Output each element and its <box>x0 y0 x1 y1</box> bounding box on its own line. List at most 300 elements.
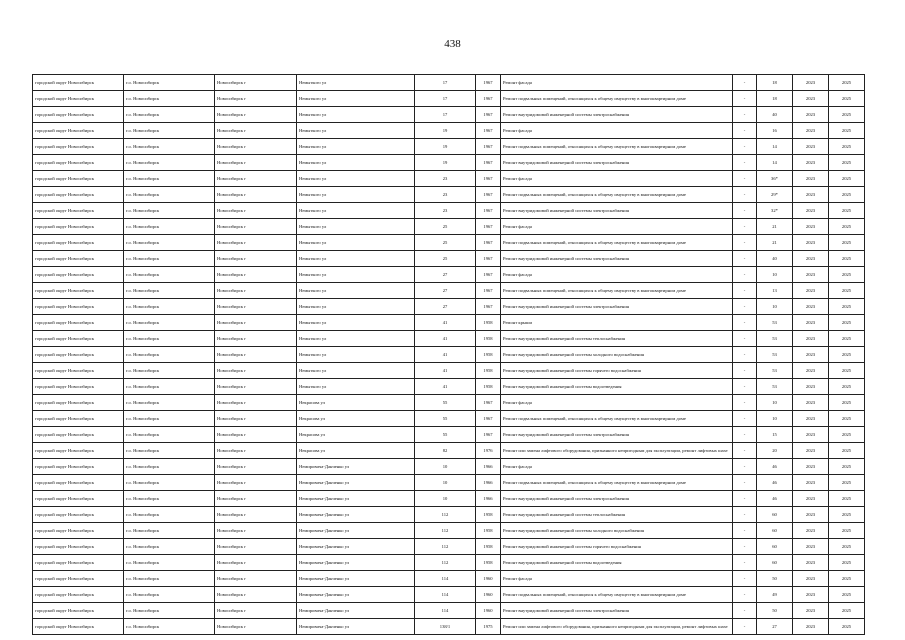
street-cell: Немыткого ул <box>297 235 415 251</box>
locality-cell: Новосибирск г <box>215 123 297 139</box>
municipality-cell: городской округ Новосибирск <box>33 219 124 235</box>
start-year-cell: 2023 <box>793 123 829 139</box>
work-type-cell: Ремонт внутридомовой инженерной системы электроснабжения <box>501 299 733 315</box>
amount-cell: 36* <box>757 171 793 187</box>
municipality-cell: городской округ Новосибирск <box>33 459 124 475</box>
work-type-cell: Ремонт фасада <box>501 571 733 587</box>
start-year-cell: 2023 <box>793 219 829 235</box>
street-cell: Немыткого ул <box>297 331 415 347</box>
street-cell: Немировича-Данченко ул <box>297 539 415 555</box>
amount-cell: 32* <box>757 203 793 219</box>
street-cell: Немыткого ул <box>297 299 415 315</box>
locality-cell: Новосибирск г <box>215 587 297 603</box>
dash-cell: - <box>733 459 757 475</box>
build-year-cell: 1967 <box>476 123 501 139</box>
dash-cell: - <box>733 443 757 459</box>
build-year-cell: 1960 <box>476 571 501 587</box>
municipality-cell: городской округ Новосибирск <box>33 203 124 219</box>
start-year-cell: 2023 <box>793 187 829 203</box>
house-number-cell: 19 <box>415 123 476 139</box>
amount-cell: 10 <box>757 267 793 283</box>
table-row <box>33 331 865 347</box>
house-number-cell: 17 <box>415 107 476 123</box>
table-row <box>33 187 865 203</box>
city-district-cell: г.о. Новосибирск <box>124 507 215 523</box>
work-type-cell: Ремонт подвальных помещений, относящихся к общему имуществу в многоквартирном доме <box>501 283 733 299</box>
dash-cell: - <box>733 619 757 635</box>
locality-cell: Новосибирск г <box>215 555 297 571</box>
city-district-cell: г.о. Новосибирск <box>124 171 215 187</box>
page-number: 438 <box>444 38 461 50</box>
street-cell: Немировича-Данченко ул <box>297 475 415 491</box>
start-year-cell: 2023 <box>793 491 829 507</box>
end-year-cell: 2025 <box>829 315 865 331</box>
work-type-cell: Ремонт внутридомовой инженерной системы электроснабжения <box>501 107 733 123</box>
work-type-cell: Ремонт внутридомовой инженерной системы горячего водоснабжения <box>501 539 733 555</box>
street-cell: Немировича-Данченко ул <box>297 507 415 523</box>
street-cell: Немировича-Данченко ул <box>297 491 415 507</box>
house-number-cell: 55 <box>415 395 476 411</box>
city-district-cell: г.о. Новосибирск <box>124 475 215 491</box>
locality-cell: Новосибирск г <box>215 171 297 187</box>
locality-cell: Новосибирск г <box>215 75 297 91</box>
house-number-cell: 55 <box>415 411 476 427</box>
table-row <box>33 107 865 123</box>
city-district-cell: г.о. Новосибирск <box>124 523 215 539</box>
build-year-cell: 1958 <box>476 315 501 331</box>
house-number-cell: 41 <box>415 379 476 395</box>
city-district-cell: г.о. Новосибирск <box>124 379 215 395</box>
dash-cell: - <box>733 475 757 491</box>
municipality-cell: городской округ Новосибирск <box>33 427 124 443</box>
dash-cell: - <box>733 363 757 379</box>
street-cell: Немыткого ул <box>297 187 415 203</box>
amount-cell: 20 <box>757 443 793 459</box>
locality-cell: Новосибирск г <box>215 363 297 379</box>
municipality-cell: городской округ Новосибирск <box>33 619 124 635</box>
dash-cell: - <box>733 539 757 555</box>
house-number-cell: 25 <box>415 235 476 251</box>
work-type-cell: Ремонт подвальных помещений, относящихся к общему имуществу в многоквартирном доме <box>501 411 733 427</box>
table-row <box>33 219 865 235</box>
table-row <box>33 603 865 619</box>
table-body <box>33 75 865 635</box>
table-row <box>33 555 865 571</box>
municipality-cell: городской округ Новосибирск <box>33 603 124 619</box>
dash-cell: - <box>733 395 757 411</box>
municipality-cell: городской округ Новосибирск <box>33 587 124 603</box>
street-cell: Немыткого ул <box>297 107 415 123</box>
table-row <box>33 91 865 107</box>
amount-cell: 53 <box>757 379 793 395</box>
end-year-cell: 2025 <box>829 219 865 235</box>
start-year-cell: 2023 <box>793 619 829 635</box>
work-type-cell: Ремонт внутридомовой инженерной системы холодного водоснабжения <box>501 347 733 363</box>
amount-cell: 40 <box>757 107 793 123</box>
street-cell: Немировича-Данченко ул <box>297 555 415 571</box>
work-type-cell: Ремонт фасада <box>501 219 733 235</box>
municipality-cell: городской округ Новосибирск <box>33 315 124 331</box>
dash-cell: - <box>733 91 757 107</box>
street-cell: Немыткого ул <box>297 155 415 171</box>
municipality-cell: городской округ Новосибирск <box>33 251 124 267</box>
locality-cell: Новосибирск г <box>215 251 297 267</box>
locality-cell: Новосибирск г <box>215 155 297 171</box>
house-number-cell: 25 <box>415 219 476 235</box>
work-type-cell: Ремонт внутридомовой инженерной системы водоотведения <box>501 555 733 571</box>
table-row <box>33 155 865 171</box>
build-year-cell: 1967 <box>476 91 501 107</box>
amount-cell: 16 <box>757 123 793 139</box>
dash-cell: - <box>733 555 757 571</box>
city-district-cell: г.о. Новосибирск <box>124 283 215 299</box>
work-type-cell: Ремонт подвальных помещений, относящихся к общему имуществу в многоквартирном доме <box>501 187 733 203</box>
amount-cell: 46 <box>757 475 793 491</box>
table-row <box>33 427 865 443</box>
street-cell: Некрасова ул <box>297 427 415 443</box>
start-year-cell: 2023 <box>793 155 829 171</box>
work-type-cell: Ремонт подвальных помещений, относящихся к общему имуществу в многоквартирном доме <box>501 475 733 491</box>
city-district-cell: г.о. Новосибирск <box>124 299 215 315</box>
build-year-cell: 1958 <box>476 507 501 523</box>
house-number-cell: 23 <box>415 187 476 203</box>
table-row <box>33 139 865 155</box>
street-cell: Немыткого ул <box>297 171 415 187</box>
street-cell: Немировича-Данченко ул <box>297 571 415 587</box>
table-row <box>33 235 865 251</box>
build-year-cell: 1958 <box>476 555 501 571</box>
locality-cell: Новосибирск г <box>215 443 297 459</box>
locality-cell: Новосибирск г <box>215 539 297 555</box>
amount-cell: 60 <box>757 555 793 571</box>
dash-cell: - <box>733 347 757 363</box>
start-year-cell: 2023 <box>793 459 829 475</box>
work-type-cell: Ремонт подвальных помещений, относящихся к общему имуществу в многоквартирном доме <box>501 91 733 107</box>
house-number-cell: 82 <box>415 443 476 459</box>
municipality-cell: городской округ Новосибирск <box>33 395 124 411</box>
city-district-cell: г.о. Новосибирск <box>124 491 215 507</box>
municipality-cell: городской округ Новосибирск <box>33 379 124 395</box>
build-year-cell: 1967 <box>476 427 501 443</box>
amount-cell: 46 <box>757 459 793 475</box>
municipality-cell: городской округ Новосибирск <box>33 155 124 171</box>
end-year-cell: 2025 <box>829 203 865 219</box>
house-number-cell: 112 <box>415 507 476 523</box>
work-type-cell: Ремонт фасада <box>501 75 733 91</box>
city-district-cell: г.о. Новосибирск <box>124 331 215 347</box>
table-row <box>33 75 865 91</box>
city-district-cell: г.о. Новосибирск <box>124 187 215 203</box>
work-type-cell: Ремонт внутридомовой инженерной системы электроснабжения <box>501 251 733 267</box>
amount-cell: 50 <box>757 571 793 587</box>
start-year-cell: 2023 <box>793 571 829 587</box>
amount-cell: 10 <box>757 395 793 411</box>
street-cell: Немыткого ул <box>297 219 415 235</box>
municipality-cell: городской округ Новосибирск <box>33 523 124 539</box>
house-number-cell: 17 <box>415 75 476 91</box>
city-district-cell: г.о. Новосибирск <box>124 203 215 219</box>
street-cell: Немыткого ул <box>297 315 415 331</box>
locality-cell: Новосибирск г <box>215 427 297 443</box>
city-district-cell: г.о. Новосибирск <box>124 251 215 267</box>
locality-cell: Новосибирск г <box>215 315 297 331</box>
build-year-cell: 1958 <box>476 379 501 395</box>
street-cell: Некрасова ул <box>297 443 415 459</box>
start-year-cell: 2023 <box>793 555 829 571</box>
end-year-cell: 2025 <box>829 395 865 411</box>
house-number-cell: 41 <box>415 347 476 363</box>
municipality-cell: городской округ Новосибирск <box>33 555 124 571</box>
dash-cell: - <box>733 107 757 123</box>
municipality-cell: городской округ Новосибирск <box>33 75 124 91</box>
build-year-cell: 1967 <box>476 171 501 187</box>
municipality-cell: городской округ Новосибирск <box>33 507 124 523</box>
locality-cell: Новосибирск г <box>215 603 297 619</box>
amount-cell: 10 <box>757 299 793 315</box>
city-district-cell: г.о. Новосибирск <box>124 411 215 427</box>
build-year-cell: 1976 <box>476 443 501 459</box>
locality-cell: Новосибирск г <box>215 491 297 507</box>
table-row <box>33 315 865 331</box>
house-number-cell: 41 <box>415 315 476 331</box>
start-year-cell: 2023 <box>793 587 829 603</box>
street-cell: Немыткого ул <box>297 75 415 91</box>
city-district-cell: г.о. Новосибирск <box>124 219 215 235</box>
locality-cell: Новосибирск г <box>215 299 297 315</box>
start-year-cell: 2023 <box>793 347 829 363</box>
start-year-cell: 2023 <box>793 507 829 523</box>
start-year-cell: 2023 <box>793 363 829 379</box>
house-number-cell: 19 <box>415 139 476 155</box>
work-type-cell: Ремонт внутридомовой инженерной системы электроснабжения <box>501 155 733 171</box>
house-number-cell: 114 <box>415 603 476 619</box>
build-year-cell: 1966 <box>476 459 501 475</box>
end-year-cell: 2025 <box>829 299 865 315</box>
city-district-cell: г.о. Новосибирск <box>124 427 215 443</box>
start-year-cell: 2023 <box>793 603 829 619</box>
work-type-cell: Ремонт фасада <box>501 395 733 411</box>
start-year-cell: 2023 <box>793 283 829 299</box>
dash-cell: - <box>733 283 757 299</box>
work-type-cell: Ремонт внутридомовой инженерной системы горячего водоснабжения <box>501 363 733 379</box>
amount-cell: 53 <box>757 315 793 331</box>
house-number-cell: 112 <box>415 523 476 539</box>
street-cell: Некрасова ул <box>297 395 415 411</box>
dash-cell: - <box>733 315 757 331</box>
municipality-cell: городской округ Новосибирск <box>33 235 124 251</box>
work-type-cell: Ремонт или замена лифтового оборудования, признанного непригодным для эксплуатации, ремонт лифтовых шахт <box>501 619 733 635</box>
end-year-cell: 2025 <box>829 107 865 123</box>
dash-cell: - <box>733 203 757 219</box>
house-number-cell: 25 <box>415 251 476 267</box>
end-year-cell: 2025 <box>829 347 865 363</box>
dash-cell: - <box>733 139 757 155</box>
amount-cell: 18 <box>757 75 793 91</box>
amount-cell: 18 <box>757 91 793 107</box>
amount-cell: 60 <box>757 539 793 555</box>
municipality-cell: городской округ Новосибирск <box>33 91 124 107</box>
work-type-cell: Ремонт внутридомовой инженерной системы водоотведения <box>501 379 733 395</box>
locality-cell: Новосибирск г <box>215 411 297 427</box>
locality-cell: Новосибирск г <box>215 475 297 491</box>
street-cell: Немировича-Данченко ул <box>297 603 415 619</box>
city-district-cell: г.о. Новосибирск <box>124 107 215 123</box>
end-year-cell: 2025 <box>829 603 865 619</box>
work-type-cell: Ремонт внутридомовой инженерной системы электроснабжения <box>501 491 733 507</box>
municipality-cell: городской округ Новосибирск <box>33 539 124 555</box>
start-year-cell: 2023 <box>793 315 829 331</box>
work-type-cell: Ремонт крыши <box>501 315 733 331</box>
start-year-cell: 2023 <box>793 171 829 187</box>
amount-cell: 15 <box>757 427 793 443</box>
end-year-cell: 2025 <box>829 363 865 379</box>
house-number-cell: 41 <box>415 363 476 379</box>
build-year-cell: 1967 <box>476 139 501 155</box>
municipality-cell: городской округ Новосибирск <box>33 347 124 363</box>
table-row <box>33 491 865 507</box>
municipality-cell: городской округ Новосибирск <box>33 187 124 203</box>
build-year-cell: 1967 <box>476 299 501 315</box>
locality-cell: Новосибирск г <box>215 219 297 235</box>
start-year-cell: 2023 <box>793 267 829 283</box>
end-year-cell: 2025 <box>829 331 865 347</box>
street-cell: Немыткого ул <box>297 363 415 379</box>
end-year-cell: 2025 <box>829 619 865 635</box>
build-year-cell: 1958 <box>476 363 501 379</box>
work-type-cell: Ремонт внутридомовой инженерной системы электроснабжения <box>501 203 733 219</box>
start-year-cell: 2023 <box>793 331 829 347</box>
build-year-cell: 1967 <box>476 187 501 203</box>
table-row <box>33 251 865 267</box>
table-row <box>33 587 865 603</box>
house-number-cell: 10 <box>415 459 476 475</box>
city-district-cell: г.о. Новосибирск <box>124 91 215 107</box>
work-type-cell: Ремонт подвальных помещений, относящихся к общему имуществу в многоквартирном доме <box>501 235 733 251</box>
amount-cell: 29* <box>757 187 793 203</box>
locality-cell: Новосибирск г <box>215 267 297 283</box>
build-year-cell: 1967 <box>476 75 501 91</box>
table-row <box>33 539 865 555</box>
dash-cell: - <box>733 411 757 427</box>
locality-cell: Новосибирск г <box>215 507 297 523</box>
house-number-cell: 27 <box>415 299 476 315</box>
city-district-cell: г.о. Новосибирск <box>124 155 215 171</box>
end-year-cell: 2025 <box>829 491 865 507</box>
repair-schedule-table <box>32 74 865 635</box>
build-year-cell: 1967 <box>476 267 501 283</box>
house-number-cell: 114 <box>415 587 476 603</box>
city-district-cell: г.о. Новосибирск <box>124 603 215 619</box>
dash-cell: - <box>733 75 757 91</box>
city-district-cell: г.о. Новосибирск <box>124 75 215 91</box>
municipality-cell: городской округ Новосибирск <box>33 139 124 155</box>
locality-cell: Новосибирск г <box>215 571 297 587</box>
start-year-cell: 2023 <box>793 411 829 427</box>
amount-cell: 14 <box>757 155 793 171</box>
start-year-cell: 2023 <box>793 75 829 91</box>
end-year-cell: 2025 <box>829 235 865 251</box>
build-year-cell: 1958 <box>476 331 501 347</box>
dash-cell: - <box>733 523 757 539</box>
build-year-cell: 1966 <box>476 491 501 507</box>
city-district-cell: г.о. Новосибирск <box>124 571 215 587</box>
table-row <box>33 459 865 475</box>
end-year-cell: 2025 <box>829 283 865 299</box>
end-year-cell: 2025 <box>829 379 865 395</box>
municipality-cell: городской округ Новосибирск <box>33 171 124 187</box>
locality-cell: Новосибирск г <box>215 395 297 411</box>
municipality-cell: городской округ Новосибирск <box>33 123 124 139</box>
house-number-cell: 112 <box>415 539 476 555</box>
start-year-cell: 2023 <box>793 91 829 107</box>
municipality-cell: городской округ Новосибирск <box>33 491 124 507</box>
city-district-cell: г.о. Новосибирск <box>124 347 215 363</box>
city-district-cell: г.о. Новосибирск <box>124 619 215 635</box>
work-type-cell: Ремонт подвальных помещений, относящихся к общему имуществу в многоквартирном доме <box>501 139 733 155</box>
amount-cell: 21 <box>757 219 793 235</box>
work-type-cell: Ремонт внутридомовой инженерной системы электроснабжения <box>501 427 733 443</box>
table-row <box>33 523 865 539</box>
city-district-cell: г.о. Новосибирск <box>124 139 215 155</box>
build-year-cell: 1967 <box>476 203 501 219</box>
dash-cell: - <box>733 379 757 395</box>
build-year-cell: 1967 <box>476 219 501 235</box>
table-row <box>33 411 865 427</box>
dash-cell: - <box>733 187 757 203</box>
start-year-cell: 2023 <box>793 443 829 459</box>
municipality-cell: городской округ Новосибирск <box>33 411 124 427</box>
work-type-cell: Ремонт внутридомовой инженерной системы теплоснабжения <box>501 331 733 347</box>
amount-cell: 21 <box>757 235 793 251</box>
start-year-cell: 2023 <box>793 427 829 443</box>
start-year-cell: 2023 <box>793 395 829 411</box>
dash-cell: - <box>733 171 757 187</box>
start-year-cell: 2023 <box>793 251 829 267</box>
dash-cell: - <box>733 427 757 443</box>
start-year-cell: 2023 <box>793 203 829 219</box>
table-row <box>33 299 865 315</box>
city-district-cell: г.о. Новосибирск <box>124 395 215 411</box>
municipality-cell: городской округ Новосибирск <box>33 443 124 459</box>
dash-cell: - <box>733 299 757 315</box>
municipality-cell: городской округ Новосибирск <box>33 299 124 315</box>
city-district-cell: г.о. Новосибирск <box>124 315 215 331</box>
end-year-cell: 2025 <box>829 139 865 155</box>
street-cell: Немыткого ул <box>297 283 415 299</box>
amount-cell: 14 <box>757 139 793 155</box>
dash-cell: - <box>733 219 757 235</box>
end-year-cell: 2025 <box>829 251 865 267</box>
amount-cell: 10 <box>757 411 793 427</box>
amount-cell: 46 <box>757 491 793 507</box>
house-number-cell: 10 <box>415 475 476 491</box>
house-number-cell: 19 <box>415 155 476 171</box>
table-row <box>33 203 865 219</box>
dash-cell: - <box>733 571 757 587</box>
start-year-cell: 2023 <box>793 475 829 491</box>
locality-cell: Новосибирск г <box>215 379 297 395</box>
city-district-cell: г.о. Новосибирск <box>124 443 215 459</box>
municipality-cell: городской округ Новосибирск <box>33 283 124 299</box>
city-district-cell: г.о. Новосибирск <box>124 587 215 603</box>
table-row <box>33 283 865 299</box>
city-district-cell: г.о. Новосибирск <box>124 267 215 283</box>
end-year-cell: 2025 <box>829 443 865 459</box>
house-number-cell: 138/1 <box>415 619 476 635</box>
house-number-cell: 27 <box>415 283 476 299</box>
amount-cell: 53 <box>757 363 793 379</box>
street-cell: Немировича-Данченко ул <box>297 587 415 603</box>
